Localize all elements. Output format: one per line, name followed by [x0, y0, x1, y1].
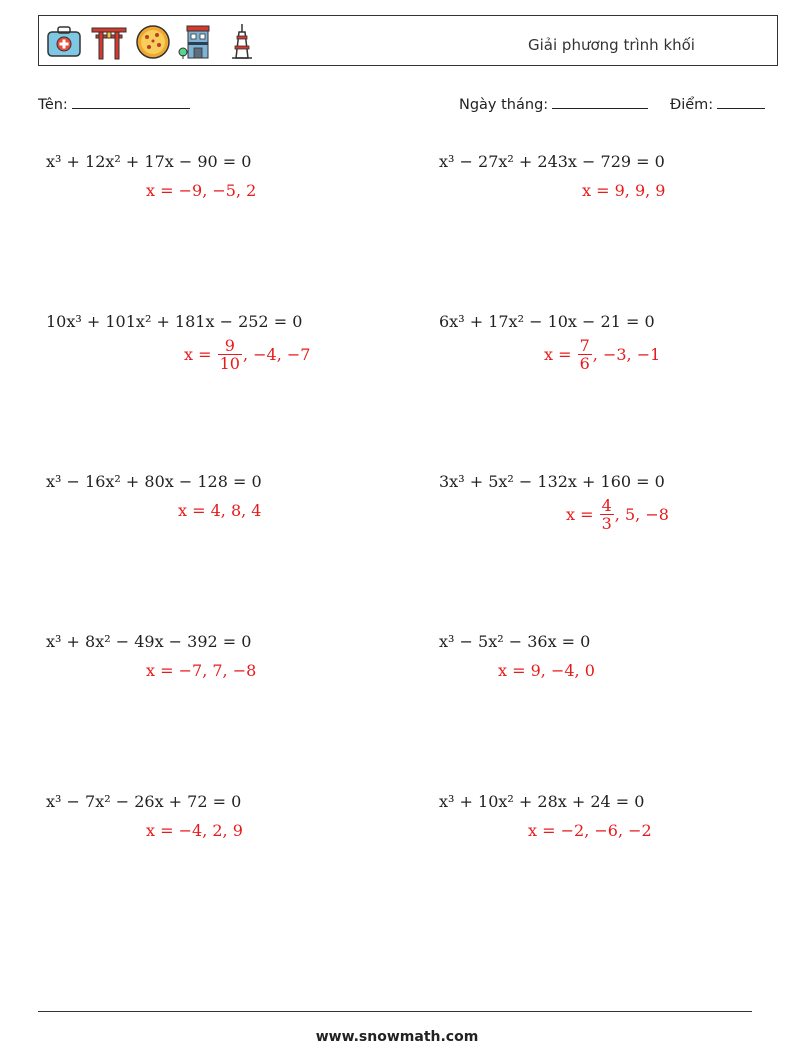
problem-answer: x = −4, 2, 9 [146, 821, 243, 840]
score-field [670, 94, 765, 113]
answer-prefix: x = [184, 345, 212, 364]
problem-equation: x³ − 27x² + 243x − 729 = 0 [439, 152, 665, 171]
worksheet-header [38, 15, 778, 66]
problem-answer: x = −2, −6, −2 [528, 821, 652, 840]
date-label: Ngày tháng: [459, 97, 549, 113]
problem-equation: x³ + 8x² − 49x − 392 = 0 [46, 632, 252, 651]
answer-fraction: $\frac{4}{3}$ [601, 496, 612, 533]
answer-prefix: x = [544, 345, 572, 364]
problem-equation: x³ − 5x² − 36x = 0 [439, 632, 591, 651]
problem-answer [184, 337, 310, 372]
pizza-icon [133, 22, 173, 62]
problem-equation: x³ + 10x² + 28x + 24 = 0 [439, 792, 645, 811]
problem-answer [544, 337, 660, 372]
problem-equation: 6x³ + 17x² − 10x − 21 = 0 [439, 312, 655, 331]
problem-answer [566, 497, 669, 532]
problem-equation: 10x³ + 101x² + 181x − 252 = 0 [46, 312, 303, 331]
footer-divider [38, 1011, 752, 1012]
score-blank[interactable] [717, 94, 765, 109]
problem-answer: x = 4, 8, 4 [178, 501, 262, 520]
worksheet-title: Giải phương trình khối [528, 36, 695, 54]
answer-rest: , −4, −7 [242, 345, 311, 364]
medical-kit-icon [44, 22, 84, 62]
problem-answer: x = 9, −4, 0 [498, 661, 595, 680]
tower-icon [222, 22, 262, 62]
footer-url[interactable]: www.snowmath.com [315, 1029, 479, 1045]
answer-rest: , −3, −1 [592, 345, 661, 364]
name-label: Tên: [38, 97, 68, 113]
problem-answer: x = 9, 9, 9 [582, 181, 666, 200]
answer-fraction: $\frac{9}{10}$ [219, 336, 240, 373]
answer-prefix: x = [566, 505, 594, 524]
problem-equation: 3x³ + 5x² − 132x + 160 = 0 [439, 472, 665, 491]
problem-equation: x³ − 7x² − 26x + 72 = 0 [46, 792, 242, 811]
problem-equation: x³ − 16x² + 80x − 128 = 0 [46, 472, 262, 491]
score-label: Điểm: [670, 97, 714, 113]
date-blank[interactable] [552, 94, 648, 109]
problem-answer: x = −7, 7, −8 [146, 661, 257, 680]
building-icon [177, 22, 217, 62]
name-blank[interactable] [72, 94, 190, 109]
date-field [459, 94, 648, 113]
problem-answer: x = −9, −5, 2 [146, 181, 257, 200]
name-field [38, 94, 190, 113]
problem-equation: x³ + 12x² + 17x − 90 = 0 [46, 152, 252, 171]
answer-fraction: $\frac{7}{6}$ [579, 336, 590, 373]
torii-gate-icon [89, 22, 129, 62]
answer-rest: , 5, −8 [614, 505, 669, 524]
